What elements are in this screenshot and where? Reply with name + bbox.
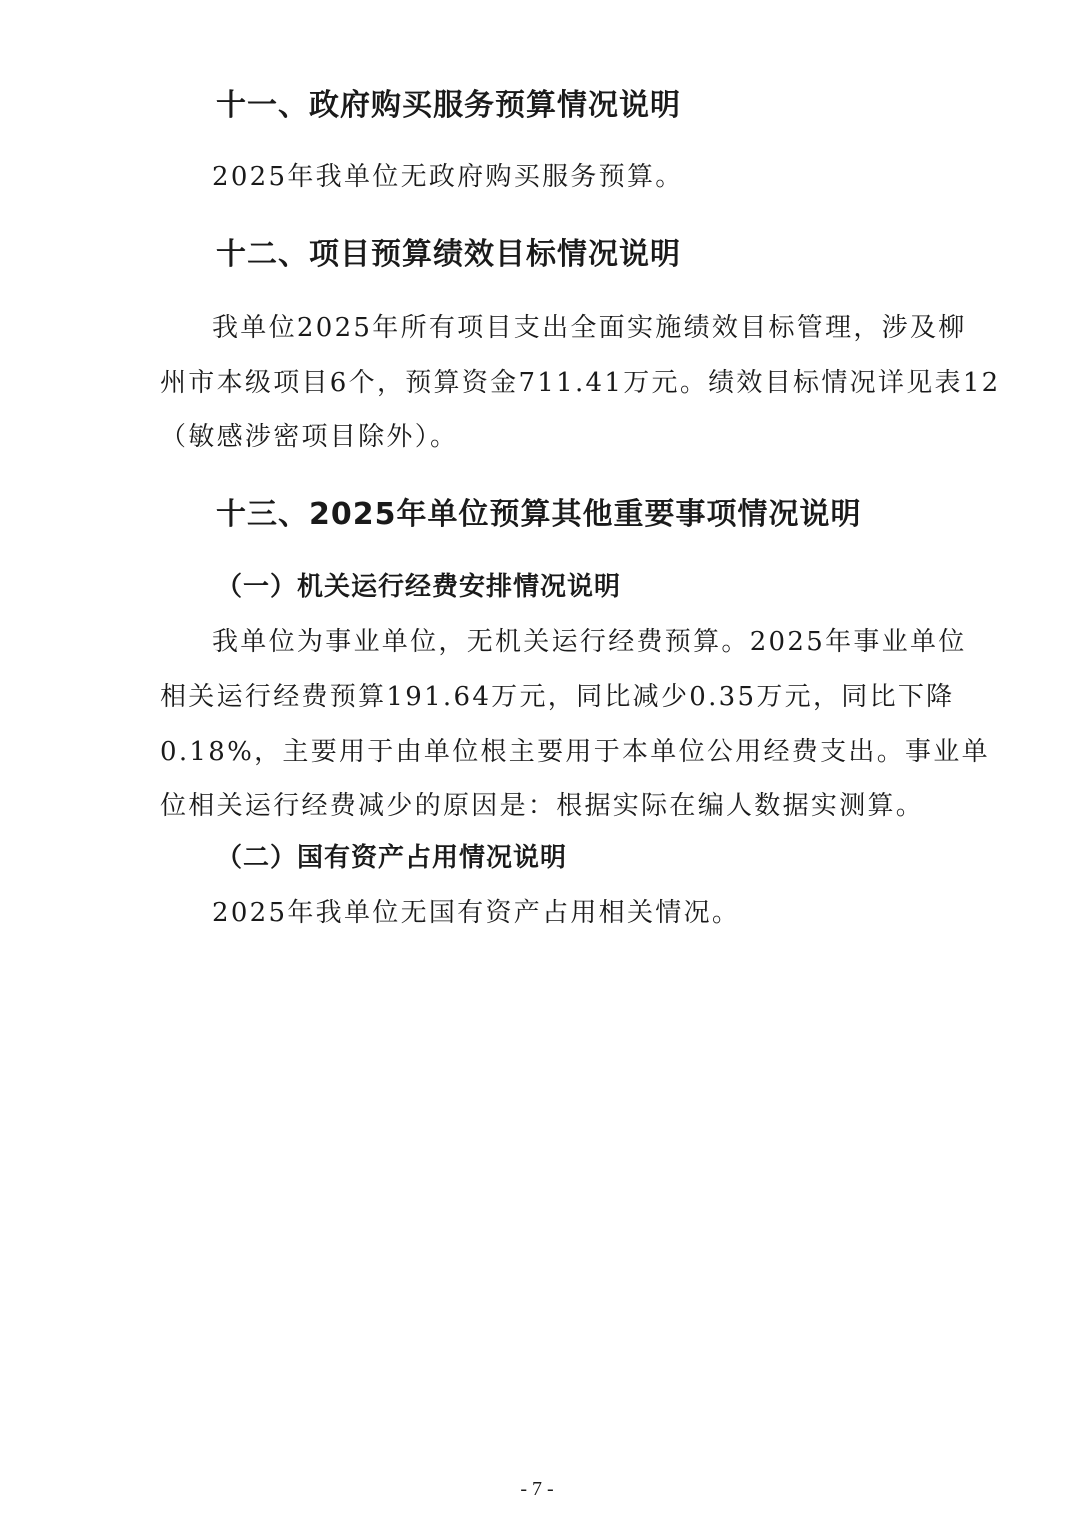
paragraph-line: 2025年我单位无国有资产占用相关情况。: [212, 898, 741, 928]
paragraph-line: 我单位为事业单位，无机关运行经费预算。2025年事业单位: [212, 627, 967, 657]
paragraph-line: （敏感涉密项目除外）。: [160, 422, 459, 452]
paragraph-line: 相关运行经费预算191.64万元，同比减少0.35万元，同比下降: [160, 682, 955, 712]
paragraph-line: 0.18%，主要用于由单位根主要用于本单位公用经费支出。事业单: [160, 737, 990, 767]
paragraph-line: 州市本级项目6个，预算资金711.41万元。绩效目标情况详见表12: [160, 368, 1001, 398]
page-number: - 7 -: [520, 1478, 554, 1500]
subsection-heading-2: （二）国有资产占用情况说明: [216, 843, 568, 873]
subsection-heading-1: （一）机关运行经费安排情况说明: [216, 572, 622, 602]
section-heading-13: 十三、2025年单位预算其他重要事项情况说明: [216, 497, 862, 532]
paragraph-line: 我单位2025年所有项目支出全面实施绩效目标管理，涉及柳: [212, 313, 967, 343]
section-heading-12: 十二、项目预算绩效目标情况说明: [216, 237, 681, 272]
paragraph-line: 2025年我单位无政府购买服务预算。: [212, 162, 684, 192]
paragraph-line: 位相关运行经费减少的原因是：根据实际在编人数据实测算。: [160, 791, 925, 821]
section-heading-11: 十一、政府购买服务预算情况说明: [216, 88, 681, 123]
